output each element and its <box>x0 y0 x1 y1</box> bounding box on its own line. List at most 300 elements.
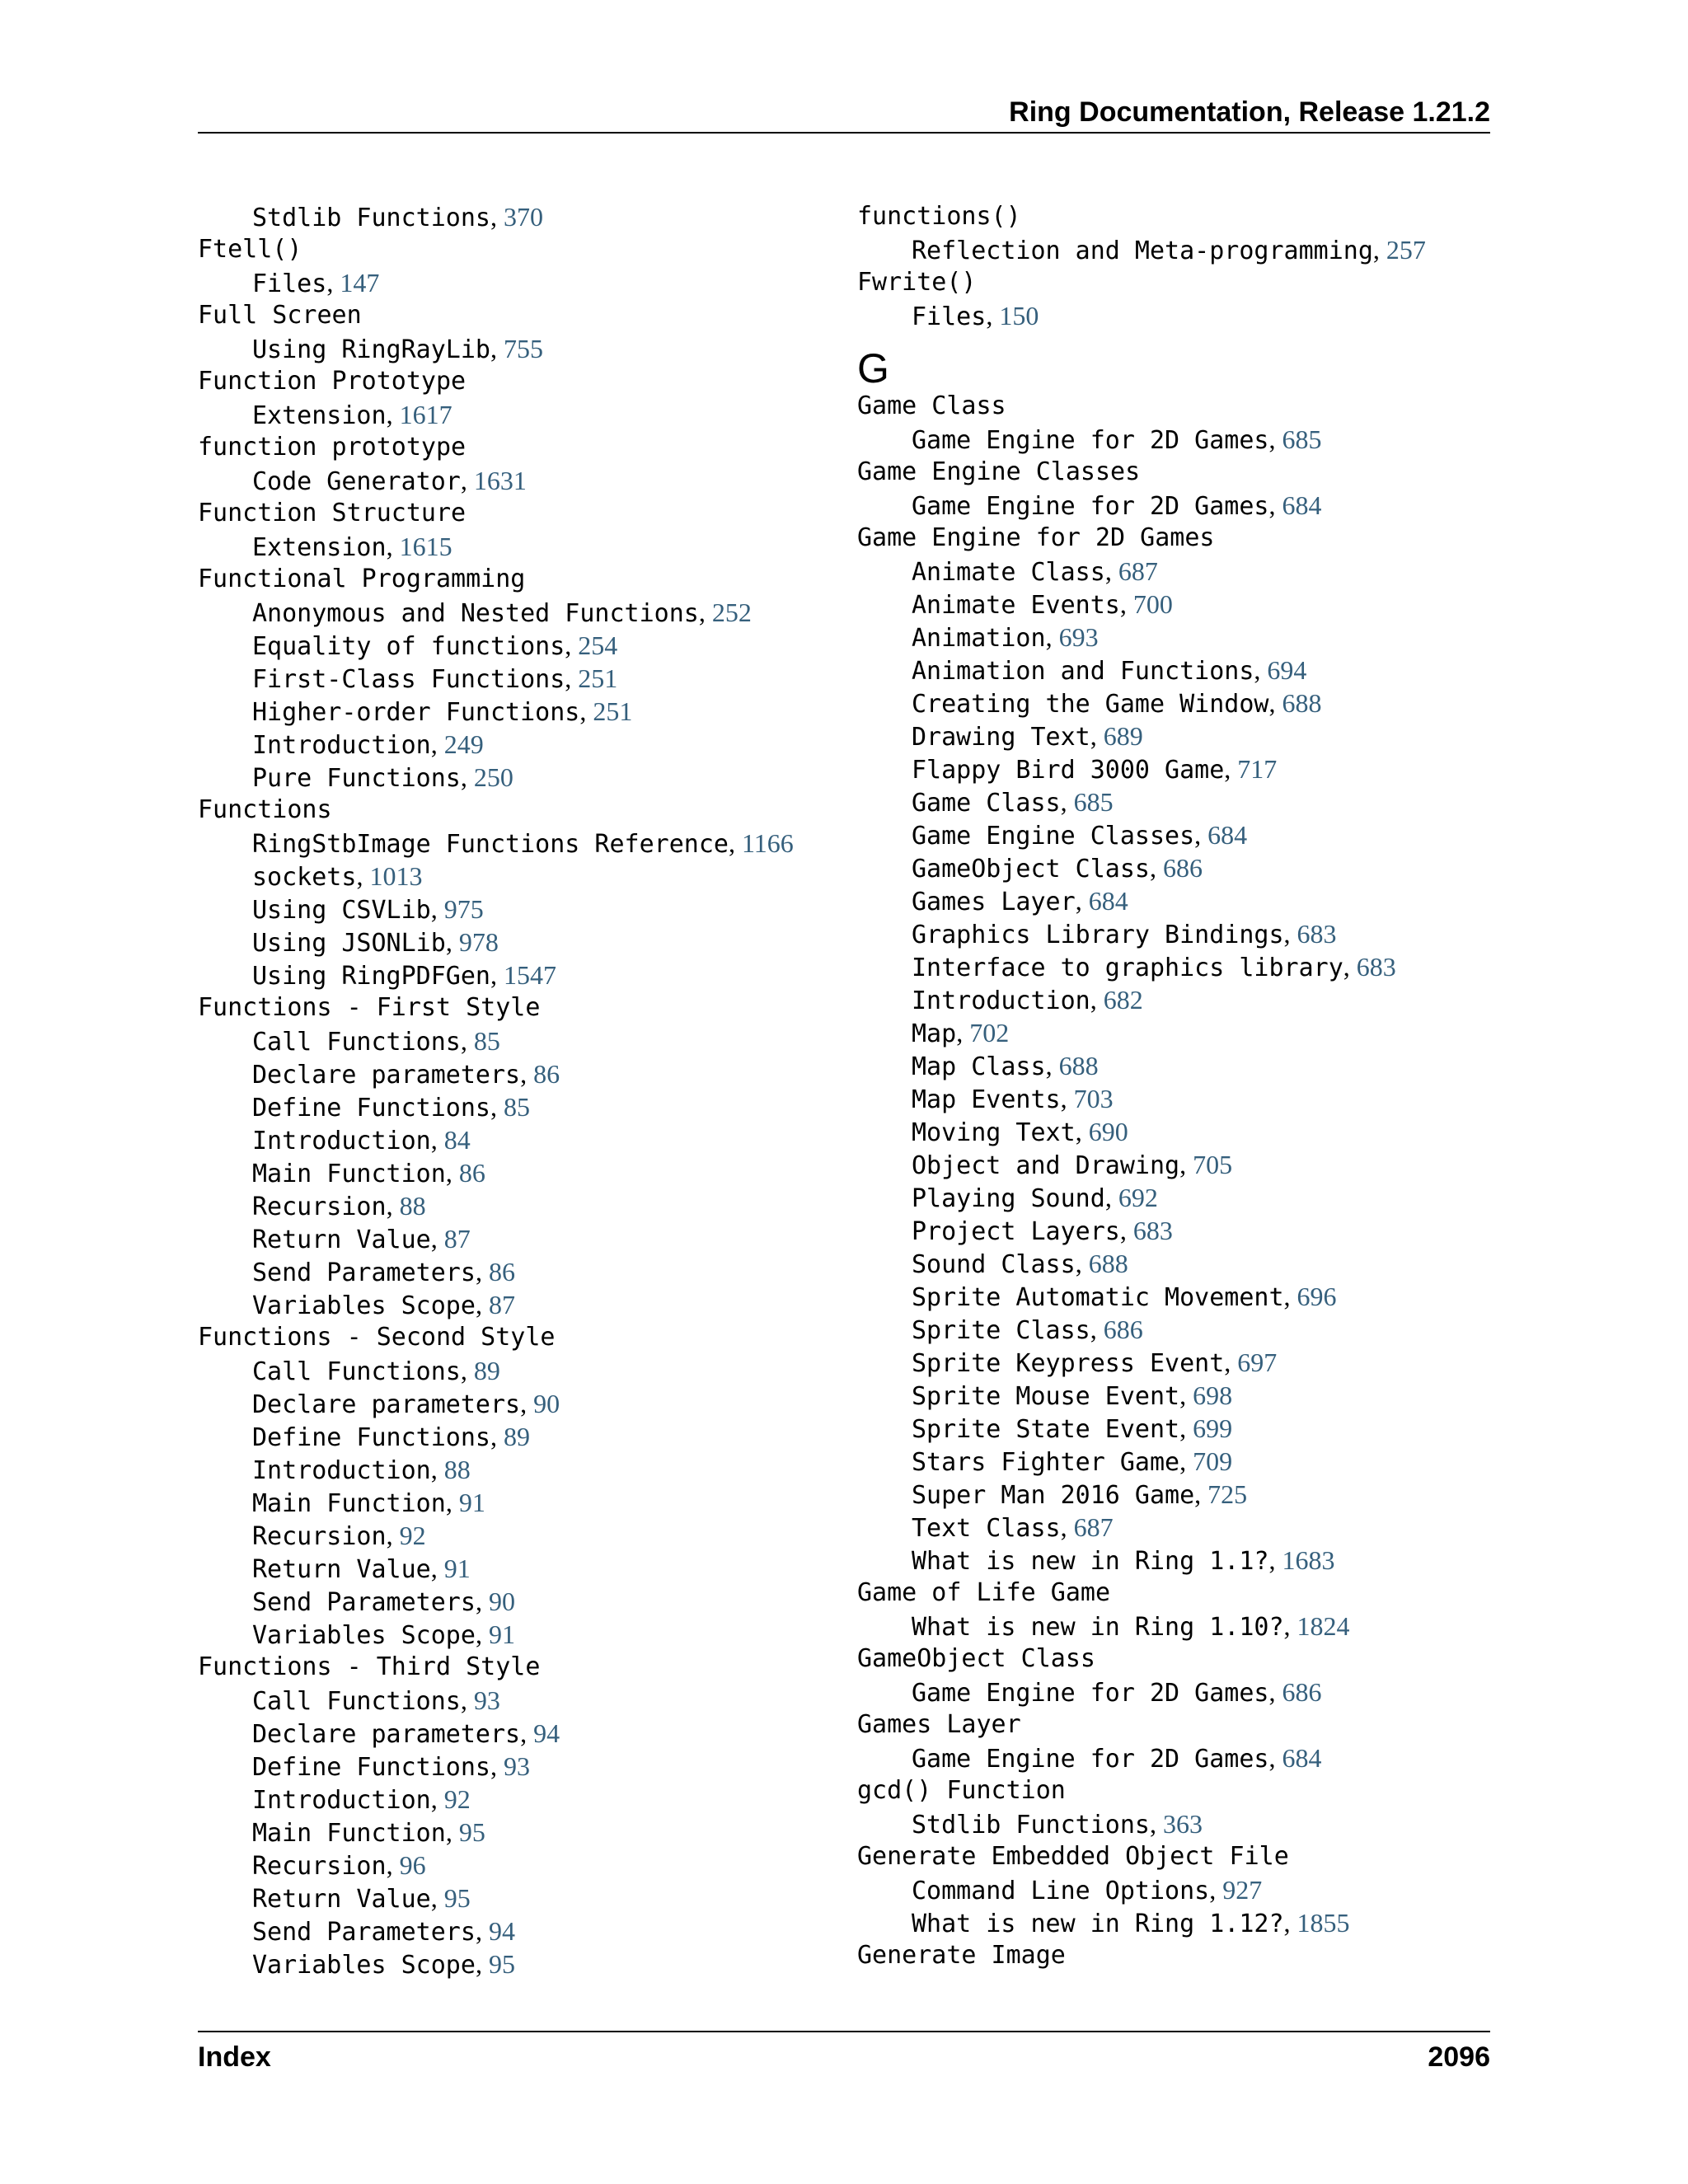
page-link[interactable]: 684 <box>1282 490 1322 520</box>
running-footer <box>198 2031 1490 2082</box>
index-subentry <box>857 1445 1484 1478</box>
page-link[interactable]: 95 <box>443 1883 471 1913</box>
index-term: Introduction <box>252 1456 431 1485</box>
page-link[interactable]: 685 <box>1282 424 1322 454</box>
index-separator: , <box>490 960 504 990</box>
index-term: Functions - First Style <box>198 993 541 1022</box>
page-link[interactable]: 88 <box>443 1455 471 1484</box>
page-link[interactable]: 251 <box>593 696 633 726</box>
index-subentry <box>198 1816 824 1849</box>
page-link[interactable]: 1617 <box>399 400 452 429</box>
index-separator: , <box>1179 1380 1193 1410</box>
index-subentry <box>198 1849 824 1882</box>
index-term: Fwrite() <box>857 268 977 297</box>
index-term: Call Functions <box>252 1028 461 1057</box>
index-separator: , <box>460 762 474 792</box>
page-link[interactable]: 147 <box>340 268 380 298</box>
index-term: sockets <box>252 863 357 892</box>
page-link[interactable]: 1683 <box>1282 1545 1335 1575</box>
footer-page-number: 2096 <box>1428 2041 1490 2073</box>
index-term: Games Layer <box>912 888 1076 916</box>
index-separator: , <box>1268 490 1282 520</box>
index-separator: , <box>1104 556 1118 586</box>
page-link[interactable]: 702 <box>969 1018 1010 1047</box>
index-subentry <box>198 596 824 629</box>
index-subentry <box>198 1024 824 1057</box>
page-link[interactable]: 370 <box>503 202 543 232</box>
index-term: Return Value <box>252 1555 431 1584</box>
page-link[interactable]: 84 <box>443 1125 471 1155</box>
index-separator: , <box>1060 1512 1074 1542</box>
index-subentry <box>198 1947 824 1980</box>
page-link[interactable]: 85 <box>473 1026 500 1056</box>
index-term: Define Functions <box>252 1753 490 1782</box>
index-separator: , <box>490 1092 504 1122</box>
index-separator: , <box>1075 1117 1089 1146</box>
page-link[interactable]: 683 <box>1296 919 1337 949</box>
index-subentry <box>857 1214 1484 1247</box>
index-separator: , <box>1179 1413 1193 1443</box>
index-term: Animate Events <box>912 591 1120 620</box>
page-link[interactable]: 91 <box>488 1619 515 1649</box>
index-separator: , <box>520 1389 534 1418</box>
page-link[interactable]: 688 <box>1058 1051 1099 1080</box>
page-link[interactable]: 86 <box>488 1257 515 1286</box>
page-link[interactable]: 257 <box>1386 235 1426 265</box>
index-subentry <box>857 818 1484 851</box>
index-separator: , <box>1194 1479 1208 1509</box>
page-link[interactable]: 709 <box>1193 1446 1233 1476</box>
index-term: Send Parameters <box>252 1258 476 1287</box>
page-link[interactable]: 686 <box>1103 1315 1143 1344</box>
index-term: Sprite Keypress Event <box>912 1349 1225 1378</box>
page-link[interactable]: 693 <box>1058 622 1099 652</box>
index-term: Equality of functions <box>252 632 565 661</box>
page-link[interactable]: 88 <box>399 1191 426 1221</box>
index-subentry <box>857 983 1484 1016</box>
page-link[interactable]: 689 <box>1103 721 1143 751</box>
page-link[interactable]: 688 <box>1282 688 1322 718</box>
index-separator: , <box>475 1916 489 1946</box>
index-subentry <box>857 233 1484 266</box>
page-link[interactable]: 698 <box>1193 1380 1233 1410</box>
index-term: Super Man 2016 Game <box>912 1481 1195 1510</box>
index-subentry <box>857 1115 1484 1148</box>
index-separator: , <box>445 1817 459 1847</box>
page-link[interactable]: 89 <box>503 1422 530 1451</box>
index-term: Game Engine for 2D Games <box>912 1745 1269 1774</box>
index-subentry <box>857 555 1484 588</box>
index-subentry <box>857 423 1484 456</box>
index-term: Recursion <box>252 1522 387 1551</box>
index-separator: , <box>520 1718 534 1748</box>
page-link[interactable]: 95 <box>458 1817 485 1847</box>
index-entry <box>198 365 824 398</box>
index-letter-heading: G <box>857 345 889 391</box>
index-subentry <box>857 1148 1484 1181</box>
page-link[interactable]: 363 <box>1162 1809 1203 1839</box>
index-subentry <box>857 950 1484 983</box>
index-term: Using JSONLib <box>252 929 446 958</box>
page-link[interactable]: 86 <box>533 1059 560 1089</box>
index-term: Introduction <box>252 1786 431 1815</box>
index-separator: , <box>430 1455 444 1484</box>
page-link[interactable]: 700 <box>1132 589 1173 619</box>
page-link[interactable]: 705 <box>1193 1150 1233 1179</box>
index-separator: , <box>490 202 504 232</box>
index-separator: , <box>579 696 593 726</box>
index-term: GameObject Class <box>912 855 1150 883</box>
index-separator: , <box>460 1685 474 1715</box>
page-link[interactable]: 90 <box>488 1586 515 1616</box>
index-subentry <box>857 752 1484 785</box>
index-term: Command Line Options <box>912 1877 1210 1905</box>
page-link[interactable]: 251 <box>578 663 618 693</box>
index-separator: , <box>565 663 579 693</box>
page-link[interactable]: 684 <box>1088 886 1128 916</box>
index-separator: , <box>1090 721 1104 751</box>
index-subentry <box>198 958 824 991</box>
page-link[interactable]: 94 <box>533 1718 560 1748</box>
index-subentry <box>198 1288 824 1321</box>
page-link[interactable]: 683 <box>1132 1216 1173 1245</box>
index-term: Function Structure <box>198 499 467 527</box>
index-subentry <box>857 1906 1484 1939</box>
page-link[interactable]: 687 <box>1073 1512 1114 1542</box>
index-subentry <box>198 827 824 860</box>
index-entry <box>198 1321 824 1354</box>
page-link[interactable]: 1855 <box>1296 1908 1350 1938</box>
index-subentry <box>198 1915 824 1947</box>
index-term: Variables Scope <box>252 1291 476 1320</box>
index-subentry <box>857 1379 1484 1412</box>
page-link[interactable]: 87 <box>488 1290 515 1319</box>
page-link[interactable]: 696 <box>1296 1282 1337 1311</box>
index-term: Creating the Game Window <box>912 690 1269 719</box>
index-subentry <box>857 1511 1484 1544</box>
index-separator: , <box>1209 1875 1223 1905</box>
index-separator: , <box>1104 1183 1118 1212</box>
index-term: Animate Class <box>912 558 1105 587</box>
page-link[interactable]: 692 <box>1118 1183 1158 1212</box>
index-subentry <box>857 719 1484 752</box>
index-subentry <box>857 1346 1484 1379</box>
footer-section-label: Index <box>198 2041 271 2073</box>
index-separator: , <box>445 1158 459 1188</box>
index-subentry <box>198 530 824 563</box>
page-link[interactable]: 686 <box>1162 853 1203 883</box>
index-subentry <box>857 299 1484 332</box>
page-link[interactable]: 684 <box>1207 820 1248 850</box>
index-subentry <box>198 1057 824 1090</box>
index-subentry <box>198 1882 824 1915</box>
running-header <box>198 92 1490 134</box>
index-term: Map Class <box>912 1052 1046 1081</box>
page-link[interactable]: 252 <box>711 598 752 627</box>
page-link[interactable]: 89 <box>473 1356 500 1385</box>
index-term: Playing Sound <box>912 1184 1105 1213</box>
index-separator: , <box>1283 1611 1297 1641</box>
index-term: Game of Life Game <box>857 1578 1111 1607</box>
index-separator: , <box>565 630 579 660</box>
index-subentry <box>198 1717 824 1750</box>
index-separator: , <box>1075 1249 1089 1278</box>
page-link[interactable]: 684 <box>1282 1743 1322 1773</box>
page-link[interactable]: 1166 <box>741 828 794 858</box>
index-separator: , <box>1268 1677 1282 1707</box>
index-term: Main Function <box>252 1160 446 1188</box>
index-entry <box>857 1840 1484 1873</box>
page-link[interactable]: 694 <box>1267 655 1307 685</box>
index-entry <box>198 497 824 530</box>
index-separator: , <box>1268 424 1282 454</box>
index-term: Define Functions <box>252 1094 490 1122</box>
index-term: Animation <box>912 624 1046 653</box>
index-term: Game Engine for 2D Games <box>912 426 1269 455</box>
index-separator: , <box>430 729 444 759</box>
page-link[interactable]: 687 <box>1118 556 1158 586</box>
index-term: Pure Functions <box>252 764 461 793</box>
index-separator: , <box>475 1586 489 1616</box>
index-term: Animation and Functions <box>912 657 1254 686</box>
page-link[interactable]: 91 <box>443 1554 471 1583</box>
page-link[interactable]: 725 <box>1207 1479 1248 1509</box>
index-term: Extension <box>252 533 387 562</box>
index-separator: , <box>475 1949 489 1979</box>
index-term: Define Functions <box>252 1423 490 1452</box>
index-separator: , <box>475 1290 489 1319</box>
index-subentry <box>198 1189 824 1222</box>
index-term: Generate Image <box>857 1941 1066 1970</box>
index-subentry <box>857 1412 1484 1445</box>
index-term: Sprite State Event <box>912 1415 1180 1444</box>
index-separator: , <box>1060 787 1074 817</box>
index-subentry <box>857 1049 1484 1082</box>
index-entry <box>857 1577 1484 1610</box>
index-separator: , <box>1090 985 1104 1015</box>
index-term: Declare parameters <box>252 1390 521 1419</box>
page-link[interactable]: 1013 <box>369 861 423 891</box>
index-term: Games Layer <box>857 1710 1021 1739</box>
index-entry <box>857 456 1484 489</box>
index-subentry <box>857 884 1484 917</box>
index-term: Files <box>252 269 327 298</box>
page-link[interactable]: 699 <box>1193 1413 1233 1443</box>
index-term: Functional Programming <box>198 565 526 593</box>
page-link[interactable]: 682 <box>1103 985 1143 1015</box>
page-link[interactable]: 250 <box>473 762 513 792</box>
index-subentry <box>857 1610 1484 1643</box>
index-term: Send Parameters <box>252 1918 476 1947</box>
page-link[interactable]: 90 <box>533 1389 560 1418</box>
page-link[interactable]: 93 <box>473 1685 500 1715</box>
index-term: Functions - Second Style <box>198 1323 556 1352</box>
page-link[interactable]: 683 <box>1356 952 1396 982</box>
index-term: Call Functions <box>252 1357 461 1386</box>
index-subentry <box>198 893 824 926</box>
index-separator: , <box>430 1125 444 1155</box>
index-separator: , <box>475 1619 489 1649</box>
index-term: Return Value <box>252 1226 431 1254</box>
index-subentry <box>198 1618 824 1651</box>
index-subentry <box>198 1486 824 1519</box>
document-title: Ring Documentation, Release 1.21.2 <box>1009 96 1490 128</box>
index-term: Functions - Third Style <box>198 1652 541 1681</box>
page-link[interactable]: 975 <box>443 894 484 924</box>
index-subentry <box>857 1247 1484 1280</box>
index-separator: , <box>698 598 712 627</box>
index-subentry <box>198 1783 824 1816</box>
index-separator: , <box>1149 853 1163 883</box>
index-subentry <box>857 1741 1484 1774</box>
index-separator: , <box>1149 1809 1163 1839</box>
index-column-left <box>198 200 824 1980</box>
index-subentry <box>857 1873 1484 1906</box>
index-subentry <box>198 860 824 893</box>
index-separator: , <box>430 1224 444 1254</box>
page-link[interactable]: 254 <box>578 630 618 660</box>
index-term: Game Class <box>857 391 1006 420</box>
index-term: Using CSVLib <box>252 896 431 925</box>
page-link[interactable]: 717 <box>1237 754 1278 784</box>
index-subentry <box>857 1544 1484 1577</box>
index-separator: , <box>956 1018 970 1047</box>
page-link[interactable]: 690 <box>1088 1117 1128 1146</box>
page-link[interactable]: 92 <box>399 1521 426 1550</box>
index-term: Map Events <box>912 1085 1061 1114</box>
index-term: What is new in Ring 1.12? <box>912 1910 1284 1938</box>
page-link[interactable]: 95 <box>488 1949 515 1979</box>
index-subentry <box>857 687 1484 719</box>
index-term: Map <box>912 1019 957 1048</box>
index-term: Stars Fighter Game <box>912 1448 1180 1477</box>
index-separator: , <box>1224 1347 1238 1377</box>
index-subentry <box>857 489 1484 522</box>
index-separator: , <box>386 1850 400 1880</box>
page-link[interactable]: 86 <box>458 1158 485 1188</box>
page-link[interactable]: 87 <box>443 1224 471 1254</box>
index-term: Graphics Library Bindings <box>912 921 1284 949</box>
index-entry <box>857 1643 1484 1675</box>
index-subentry <box>198 1684 824 1717</box>
page-link[interactable]: 755 <box>503 334 543 363</box>
index-separator: , <box>460 1026 474 1056</box>
index-subentry <box>857 1478 1484 1511</box>
index-subentry <box>198 1585 824 1618</box>
page-link[interactable]: 697 <box>1237 1347 1278 1377</box>
page-link[interactable]: 685 <box>1073 787 1114 817</box>
index-entry <box>857 522 1484 555</box>
index-separator: , <box>1268 1743 1282 1773</box>
index-subentry <box>198 695 824 728</box>
index-term: Call Functions <box>252 1687 461 1716</box>
index-term: Sprite Class <box>912 1316 1090 1345</box>
index-term: Files <box>912 302 987 331</box>
index-separator: , <box>475 1257 489 1286</box>
index-term: Recursion <box>252 1852 387 1881</box>
index-term: Game Engine for 2D Games <box>857 523 1215 552</box>
page-link[interactable]: 150 <box>999 301 1039 330</box>
index-term: Recursion <box>252 1193 387 1221</box>
index-term: Introduction <box>252 1127 431 1155</box>
index-subentry <box>857 1082 1484 1115</box>
page-link[interactable]: 93 <box>503 1751 530 1781</box>
index-entry <box>198 431 824 464</box>
index-separator: , <box>430 1784 444 1814</box>
index-term: Main Function <box>252 1819 446 1848</box>
index-separator: , <box>1372 235 1386 265</box>
index-term: Game Engine Classes <box>857 457 1141 486</box>
index-term: Extension <box>252 401 387 430</box>
index-entry <box>198 299 824 332</box>
page-link[interactable]: 688 <box>1088 1249 1128 1278</box>
index-subentry <box>198 1123 824 1156</box>
page-link[interactable]: 1824 <box>1296 1611 1350 1641</box>
page-link[interactable]: 92 <box>443 1784 471 1814</box>
index-subentry <box>198 1519 824 1552</box>
index-separator: , <box>1194 820 1208 850</box>
index-term: Stdlib Functions <box>252 204 490 232</box>
index-term: Main Function <box>252 1489 446 1518</box>
page-link[interactable]: 1615 <box>399 532 452 561</box>
index-subentry <box>198 266 824 299</box>
page-link[interactable]: 1631 <box>473 466 527 495</box>
index-subentry <box>198 1255 824 1288</box>
page-link[interactable]: 1547 <box>503 960 556 990</box>
index-separator: , <box>1179 1150 1193 1179</box>
index-term: Using RingPDFGen <box>252 962 490 991</box>
page-link[interactable]: 686 <box>1282 1677 1322 1707</box>
index-term: Code Generator <box>252 467 461 496</box>
index-subentry <box>198 398 824 431</box>
page-link[interactable]: 703 <box>1073 1084 1114 1113</box>
index-term: function prototype <box>198 433 467 462</box>
index-term: Declare parameters <box>252 1061 521 1090</box>
index-separator: , <box>430 1883 444 1913</box>
index-entry <box>857 1774 1484 1807</box>
page-link[interactable]: 94 <box>488 1916 515 1946</box>
index-subentry <box>198 1453 824 1486</box>
index-term: Variables Scope <box>252 1951 476 1980</box>
page-link[interactable]: 91 <box>458 1488 485 1517</box>
page-link[interactable]: 96 <box>399 1850 426 1880</box>
index-subentry <box>857 588 1484 621</box>
index-separator: , <box>1268 1545 1282 1575</box>
index-entry <box>198 233 824 266</box>
index-term: Anonymous and Nested Functions <box>252 599 699 628</box>
page-link[interactable]: 249 <box>443 729 484 759</box>
page-link[interactable]: 927 <box>1222 1875 1263 1905</box>
page-link[interactable]: 85 <box>503 1092 530 1122</box>
index-subentry <box>198 1420 824 1453</box>
index-term: Game Engine Classes <box>912 822 1195 851</box>
index-term: Full Screen <box>198 301 362 330</box>
index-subentry <box>198 629 824 662</box>
index-term: Sprite Automatic Movement <box>912 1283 1284 1312</box>
page-link[interactable]: 978 <box>458 927 499 957</box>
index-separator: , <box>430 1554 444 1583</box>
index-separator: , <box>445 927 459 957</box>
index-subentry <box>198 1750 824 1783</box>
index-subentry <box>198 761 824 794</box>
index-entry <box>857 1939 1484 1972</box>
index-subentry <box>857 917 1484 950</box>
index-separator: , <box>986 301 1000 330</box>
index-separator: , <box>386 1191 400 1221</box>
index-term: Return Value <box>252 1885 431 1914</box>
index-separator: , <box>326 268 340 298</box>
index-term: Game Engine for 2D Games <box>912 1679 1269 1708</box>
